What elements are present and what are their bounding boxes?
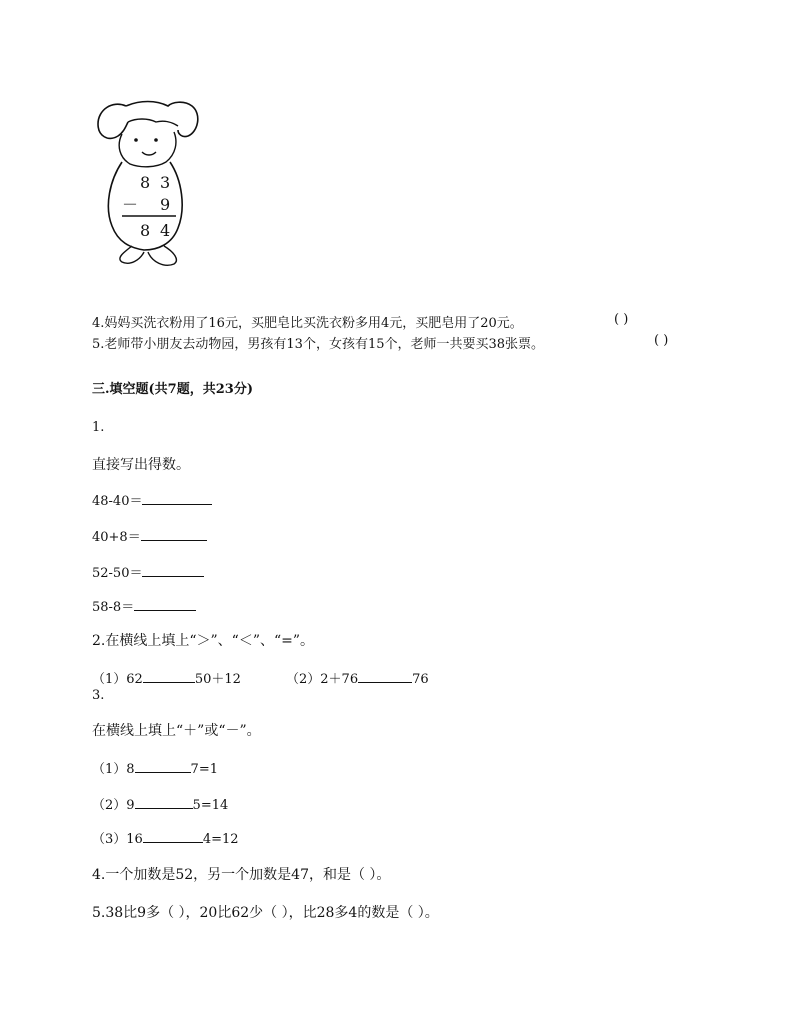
fill-q2-instruction: 2.在横线上填上“＞”、“＜”、“=”。	[92, 633, 315, 649]
section-title: 三.填空题(共7题，共23分)	[92, 382, 253, 397]
answer-blank[interactable]	[134, 596, 196, 611]
answer-blank[interactable]	[142, 562, 204, 577]
fill-q1-item-2	[92, 526, 207, 545]
part-prefix: （2）2＋76	[286, 672, 359, 687]
judgement-q5-text: 5.老师带小朋友去动物园，男孩有13个，女孩有15个，老师一共要买38张票。	[92, 337, 545, 352]
answer-blank[interactable]	[143, 828, 203, 843]
item-expression: 48-40＝	[92, 494, 143, 509]
judgement-q4-answer: ( )	[614, 312, 629, 327]
fill-q5: 5.38比9多（ ），20比62少（ ），比28多4的数是（ ）。	[92, 905, 439, 921]
judgement-q5-paren[interactable]	[654, 333, 668, 348]
answer-blank[interactable]	[143, 668, 195, 683]
item-suffix: 7=1	[190, 762, 218, 777]
fill-q2-part-1	[92, 668, 241, 687]
judgement-q5-answer: ( )	[654, 333, 669, 348]
fill-q1-number: 1.	[92, 420, 105, 435]
result-digit-ones: 4	[160, 221, 171, 240]
elephant-icon	[92, 96, 202, 276]
fill-q1-item-1	[92, 490, 212, 509]
answer-blank[interactable]	[358, 668, 412, 683]
judgement-question-5	[92, 333, 544, 352]
elephant-subtraction-illustration	[92, 96, 202, 276]
fill-q3-number: 3.	[92, 688, 105, 703]
part-suffix: 50＋12	[194, 672, 241, 687]
fill-q3-item-3	[92, 828, 239, 847]
item-expression: 52-50＝	[92, 566, 143, 581]
item-expression: 40+8＝	[92, 530, 141, 545]
top-digit-ones: 3	[160, 173, 171, 192]
fill-q3-instruction: 在横线上填上“＋”或“－”。	[92, 723, 261, 739]
fill-q1-item-3	[92, 562, 204, 581]
fill-q1-instruction: 直接写出得数。	[92, 457, 190, 473]
item-expression: 58-8＝	[92, 600, 135, 615]
item-prefix: （3）16	[92, 832, 143, 847]
judgement-q4-text: 4.妈妈买洗衣粉用了16元，买肥皂比买洗衣粉多用4元，买肥皂用了20元。	[92, 316, 523, 331]
answer-blank[interactable]	[142, 490, 212, 505]
item-prefix: （2）9	[92, 798, 135, 813]
part-suffix: 76	[412, 672, 429, 687]
item-prefix: （1）8	[92, 762, 135, 777]
item-suffix: 4=12	[202, 832, 239, 847]
minus-sign: －	[122, 195, 139, 214]
judgement-question-4	[92, 312, 523, 331]
fill-q4: 4.一个加数是52，另一个加数是47，和是（ ）。	[92, 867, 391, 883]
part-prefix: （1）62	[92, 672, 143, 687]
fill-q2-part-2	[286, 668, 429, 687]
item-suffix: 5=14	[192, 798, 229, 813]
fill-q3-item-2	[92, 794, 228, 813]
fill-q3-item-1	[92, 758, 218, 777]
answer-blank[interactable]	[141, 526, 207, 541]
top-digit-tens: 8	[140, 173, 151, 192]
result-digit-tens: 8	[140, 221, 151, 240]
answer-blank[interactable]	[135, 794, 193, 809]
sub-digit: 9	[160, 195, 171, 214]
fill-q1-item-4	[92, 596, 196, 615]
answer-blank[interactable]	[135, 758, 191, 773]
judgement-q4-paren[interactable]	[614, 312, 628, 327]
